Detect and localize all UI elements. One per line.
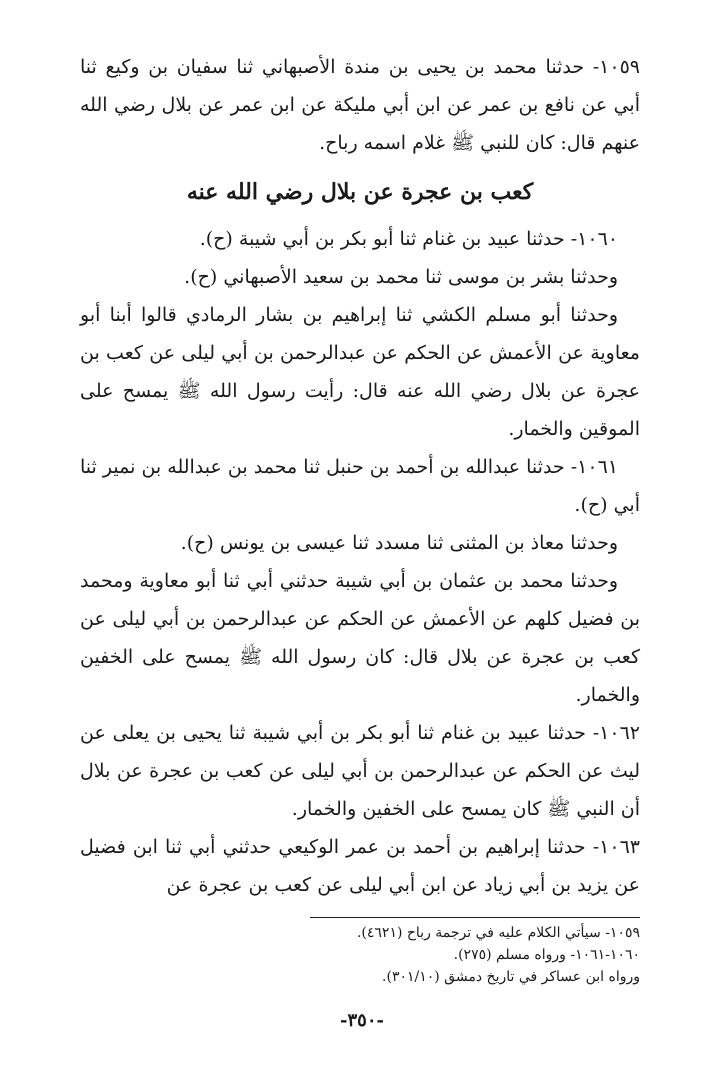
hadith-1061-line-3: وحدثنا محمد بن عثمان بن أبي شيبة حدثني أبي ثنا أبو معاوية ومحمد بن فضيل كلهم عن الأعمش عن الحكم عن عبدالرحمن بن أبي ليلى عن كعب بن عجرة عن بلال قال: كان رسول الله ﷺ يمسح على الخفين والخمار.: [80, 570, 640, 706]
footnotes: [80, 922, 640, 988]
main-text: [80, 48, 640, 904]
page-number: -٣٥٠-: [340, 1010, 384, 1031]
footnote-3: ورواه ابن عساكر في تاريخ دمشق (٣٠١/١٠).: [382, 969, 640, 985]
footnote-divider: [310, 917, 640, 918]
footnote-2: ١٠٦٠-١٠٦١- ورواه مسلم (٢٧٥).: [453, 947, 640, 963]
hadith-1061-line-1: ١٠٦١- حدثنا عبدالله بن أحمد بن حنبل ثنا محمد بن عبدالله بن نمير ثنا أبي (ح).: [80, 456, 640, 516]
hadith-1060-line-3: وحدثنا أبو مسلم الكشي ثنا إبراهيم بن بشار الرمادي قالوا أبنا أبو معاوية عن الأعمش عن الحكم عن عبدالرحمن بن أبي ليلى عن كعب بن عجرة عن بلال رضي الله عنه قال: رأيت رسول الله ﷺ يمسح على الموقين والخمار.: [80, 304, 640, 440]
hadith-1063: ١٠٦٣- حدثنا إبراهيم بن أحمد بن عمر الوكيعي حدثني أبي ثنا ابن فضيل عن يزيد بن أبي زياد عن ابن أبي ليلى عن كعب بن عجرة عن: [80, 836, 640, 896]
hadith-1059: ١٠٥٩- حدثنا محمد بن يحيى بن مندة الأصبهاني ثنا سفيان بن وكيع ثنا أبي عن نافع بن عمر عن ابن أبي مليكة عن ابن عمر عن بلال رضي الله عنهم قال: كان للنبي ﷺ غلام اسمه رباح.: [80, 56, 640, 154]
hadith-1062: ١٠٦٢- حدثنا عبيد بن غنام ثنا أبو بكر بن أبي شيبة ثنا يحيى بن يعلى عن ليث عن الحكم عن عبدالرحمن بن أبي ليلى عن كعب بن عجرة عن بلال أن النبي ﷺ كان يمسح على الخفين والخمار.: [80, 722, 640, 820]
section-heading: كعب بن عجرة عن بلال رضي الله عنه: [186, 179, 534, 205]
footnote-1: ١٠٥٩- سيأتي الكلام عليه في ترجمة رباح (٤٦٢١).: [356, 925, 640, 941]
hadith-1061-line-2: وحدثنا معاذ بن المثنى ثنا مسدد ثنا عيسى بن يونس (ح).: [180, 532, 618, 554]
hadith-1060-line-2: وحدثنا بشر بن موسى ثنا محمد بن سعيد الأصبهاني (ح).: [184, 266, 618, 288]
hadith-1060-line-1: ١٠٦٠- حدثنا عبيد بن غنام ثنا أبو بكر بن أبي شيبة (ح).: [199, 228, 618, 250]
